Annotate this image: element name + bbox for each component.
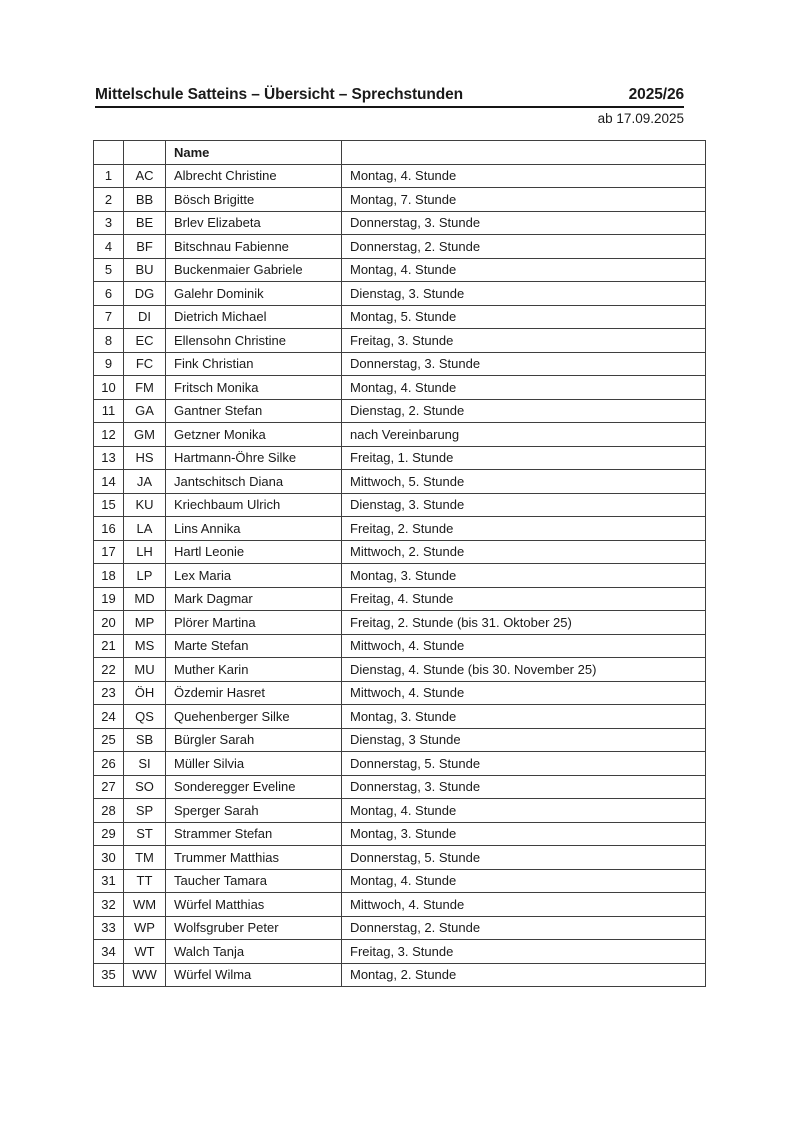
row-number-cell: 14 <box>94 470 124 494</box>
row-number-cell: 29 <box>94 822 124 846</box>
valid-from-date: ab 17.09.2025 <box>597 111 684 126</box>
table-row <box>94 775 706 799</box>
name-cell: Jantschitsch Diana <box>166 470 342 494</box>
time-cell: Mittwoch, 4. Stunde <box>342 893 706 917</box>
name-cell: Brlev Elizabeta <box>166 211 342 235</box>
table-row <box>94 963 706 987</box>
table-row <box>94 752 706 776</box>
time-cell: Mittwoch, 4. Stunde <box>342 634 706 658</box>
name-cell: Dietrich Michael <box>166 305 342 329</box>
name-cell: Lins Annika <box>166 517 342 541</box>
name-cell: Mark Dagmar <box>166 587 342 611</box>
table-row <box>94 728 706 752</box>
row-number-cell: 22 <box>94 658 124 682</box>
table-row <box>94 681 706 705</box>
initials-cell: FC <box>124 352 166 376</box>
table-row <box>94 423 706 447</box>
row-number-cell: 13 <box>94 446 124 470</box>
name-cell: Bitschnau Fabienne <box>166 235 342 259</box>
initials-cell: WW <box>124 963 166 987</box>
table-row <box>94 352 706 376</box>
name-cell: Müller Silvia <box>166 752 342 776</box>
time-cell: Donnerstag, 3. Stunde <box>342 211 706 235</box>
row-number-cell: 30 <box>94 846 124 870</box>
row-number-cell: 4 <box>94 235 124 259</box>
row-number-cell: 18 <box>94 564 124 588</box>
name-cell: Getzner Monika <box>166 423 342 447</box>
initials-cell: FM <box>124 376 166 400</box>
row-number-cell: 11 <box>94 399 124 423</box>
initials-cell: SB <box>124 728 166 752</box>
initials-cell: GA <box>124 399 166 423</box>
initials-cell: LA <box>124 517 166 541</box>
time-cell: Montag, 4. Stunde <box>342 258 706 282</box>
initials-cell: SI <box>124 752 166 776</box>
table-row <box>94 376 706 400</box>
table-row <box>94 305 706 329</box>
school-year: 2025/26 <box>628 86 684 103</box>
name-cell: Hartmann-Öhre Silke <box>166 446 342 470</box>
time-cell: Donnerstag, 2. Stunde <box>342 235 706 259</box>
table-row <box>94 587 706 611</box>
initials-cell: LH <box>124 540 166 564</box>
row-number-cell: 8 <box>94 329 124 353</box>
table-row <box>94 517 706 541</box>
name-cell: Fritsch Monika <box>166 376 342 400</box>
row-number-cell: 26 <box>94 752 124 776</box>
table-row <box>94 540 706 564</box>
time-cell: Montag, 2. Stunde <box>342 963 706 987</box>
table-header-row <box>94 141 706 165</box>
row-number-cell: 17 <box>94 540 124 564</box>
name-cell: Sperger Sarah <box>166 799 342 823</box>
time-cell: Freitag, 3. Stunde <box>342 329 706 353</box>
time-cell: Freitag, 4. Stunde <box>342 587 706 611</box>
time-cell: Montag, 4. Stunde <box>342 799 706 823</box>
initials-cell: BU <box>124 258 166 282</box>
table-row <box>94 329 706 353</box>
time-cell: Montag, 3. Stunde <box>342 564 706 588</box>
initials-cell: WM <box>124 893 166 917</box>
name-cell: Fink Christian <box>166 352 342 376</box>
time-cell: Donnerstag, 5. Stunde <box>342 846 706 870</box>
table-row <box>94 940 706 964</box>
row-number-cell: 10 <box>94 376 124 400</box>
table-row <box>94 634 706 658</box>
initials-cell: TT <box>124 869 166 893</box>
initials-cell: MS <box>124 634 166 658</box>
row-number-cell: 31 <box>94 869 124 893</box>
time-header-cell <box>342 141 706 165</box>
name-cell: Lex Maria <box>166 564 342 588</box>
number-header-cell <box>94 141 124 165</box>
table-row <box>94 658 706 682</box>
name-header-cell: Name <box>166 141 342 165</box>
name-cell: Hartl Leonie <box>166 540 342 564</box>
name-cell: Trummer Matthias <box>166 846 342 870</box>
row-number-cell: 33 <box>94 916 124 940</box>
row-number-cell: 32 <box>94 893 124 917</box>
time-cell: Mittwoch, 5. Stunde <box>342 470 706 494</box>
initials-cell: SP <box>124 799 166 823</box>
table-row <box>94 846 706 870</box>
time-cell: Freitag, 2. Stunde (bis 31. Oktober 25) <box>342 611 706 635</box>
time-cell: Dienstag, 2. Stunde <box>342 399 706 423</box>
table-row <box>94 235 706 259</box>
table-row <box>94 799 706 823</box>
table-row <box>94 611 706 635</box>
table-row <box>94 705 706 729</box>
time-cell: Mittwoch, 2. Stunde <box>342 540 706 564</box>
initials-cell: BF <box>124 235 166 259</box>
time-cell: Dienstag, 4. Stunde (bis 30. November 25) <box>342 658 706 682</box>
time-cell: Dienstag, 3. Stunde <box>342 493 706 517</box>
time-cell: Montag, 4. Stunde <box>342 376 706 400</box>
row-number-cell: 27 <box>94 775 124 799</box>
initials-cell: BE <box>124 211 166 235</box>
table-row <box>94 493 706 517</box>
row-number-cell: 15 <box>94 493 124 517</box>
time-cell: Dienstag, 3. Stunde <box>342 282 706 306</box>
name-cell: Buckenmaier Gabriele <box>166 258 342 282</box>
name-cell: Ellensohn Christine <box>166 329 342 353</box>
row-number-cell: 19 <box>94 587 124 611</box>
time-cell: nach Vereinbarung <box>342 423 706 447</box>
row-number-cell: 6 <box>94 282 124 306</box>
initials-cell: GM <box>124 423 166 447</box>
time-cell: Freitag, 2. Stunde <box>342 517 706 541</box>
row-number-cell: 23 <box>94 681 124 705</box>
time-cell: Montag, 3. Stunde <box>342 822 706 846</box>
row-number-cell: 34 <box>94 940 124 964</box>
time-cell: Donnerstag, 3. Stunde <box>342 352 706 376</box>
name-cell: Bösch Brigitte <box>166 188 342 212</box>
row-number-cell: 16 <box>94 517 124 541</box>
initials-cell: MU <box>124 658 166 682</box>
initials-cell: MP <box>124 611 166 635</box>
time-cell: Freitag, 1. Stunde <box>342 446 706 470</box>
row-number-cell: 7 <box>94 305 124 329</box>
table-row <box>94 916 706 940</box>
row-number-cell: 3 <box>94 211 124 235</box>
time-cell: Montag, 3. Stunde <box>342 705 706 729</box>
time-cell: Freitag, 3. Stunde <box>342 940 706 964</box>
time-cell: Donnerstag, 2. Stunde <box>342 916 706 940</box>
row-number-cell: 35 <box>94 963 124 987</box>
name-cell: Albrecht Christine <box>166 164 342 188</box>
initials-cell: ÖH <box>124 681 166 705</box>
name-cell: Kriechbaum Ulrich <box>166 493 342 517</box>
initials-cell: MD <box>124 587 166 611</box>
initials-header-cell <box>124 141 166 165</box>
table-row <box>94 446 706 470</box>
row-number-cell: 28 <box>94 799 124 823</box>
time-cell: Dienstag, 3 Stunde <box>342 728 706 752</box>
initials-cell: BB <box>124 188 166 212</box>
initials-cell: WT <box>124 940 166 964</box>
name-cell: Özdemir Hasret <box>166 681 342 705</box>
table-row <box>94 869 706 893</box>
initials-cell: KU <box>124 493 166 517</box>
time-cell: Montag, 5. Stunde <box>342 305 706 329</box>
office-hours-table <box>93 140 706 987</box>
name-cell: Marte Stefan <box>166 634 342 658</box>
name-cell: Quehenberger Silke <box>166 705 342 729</box>
time-cell: Montag, 4. Stunde <box>342 869 706 893</box>
initials-cell: QS <box>124 705 166 729</box>
initials-cell: EC <box>124 329 166 353</box>
row-number-cell: 25 <box>94 728 124 752</box>
page-title: Mittelschule Satteins – Übersicht – Sprechstunden <box>95 86 464 103</box>
name-cell: Würfel Matthias <box>166 893 342 917</box>
initials-cell: TM <box>124 846 166 870</box>
row-number-cell: 20 <box>94 611 124 635</box>
initials-cell: HS <box>124 446 166 470</box>
time-cell: Mittwoch, 4. Stunde <box>342 681 706 705</box>
name-cell: Galehr Dominik <box>166 282 342 306</box>
table-row <box>94 258 706 282</box>
initials-cell: ST <box>124 822 166 846</box>
row-number-cell: 5 <box>94 258 124 282</box>
table-row <box>94 282 706 306</box>
row-number-cell: 2 <box>94 188 124 212</box>
time-cell: Donnerstag, 5. Stunde <box>342 752 706 776</box>
table-row <box>94 564 706 588</box>
title-line <box>95 86 684 108</box>
name-cell: Strammer Stefan <box>166 822 342 846</box>
initials-cell: SO <box>124 775 166 799</box>
initials-cell: DG <box>124 282 166 306</box>
name-cell: Bürgler Sarah <box>166 728 342 752</box>
document-header <box>95 86 684 126</box>
time-cell: Montag, 7. Stunde <box>342 188 706 212</box>
initials-cell: WP <box>124 916 166 940</box>
time-cell: Montag, 4. Stunde <box>342 164 706 188</box>
table-row <box>94 399 706 423</box>
table-row <box>94 188 706 212</box>
initials-cell: AC <box>124 164 166 188</box>
name-cell: Muther Karin <box>166 658 342 682</box>
row-number-cell: 1 <box>94 164 124 188</box>
time-cell: Donnerstag, 3. Stunde <box>342 775 706 799</box>
row-number-cell: 12 <box>94 423 124 447</box>
name-cell: Walch Tanja <box>166 940 342 964</box>
initials-cell: DI <box>124 305 166 329</box>
name-cell: Gantner Stefan <box>166 399 342 423</box>
row-number-cell: 24 <box>94 705 124 729</box>
initials-cell: JA <box>124 470 166 494</box>
name-cell: Würfel Wilma <box>166 963 342 987</box>
name-cell: Taucher Tamara <box>166 869 342 893</box>
table-row <box>94 822 706 846</box>
initials-cell: LP <box>124 564 166 588</box>
name-cell: Plörer Martina <box>166 611 342 635</box>
table-row <box>94 470 706 494</box>
table-row <box>94 164 706 188</box>
table-row <box>94 893 706 917</box>
table-row <box>94 211 706 235</box>
row-number-cell: 9 <box>94 352 124 376</box>
name-cell: Sonderegger Eveline <box>166 775 342 799</box>
row-number-cell: 21 <box>94 634 124 658</box>
name-cell: Wolfsgruber Peter <box>166 916 342 940</box>
